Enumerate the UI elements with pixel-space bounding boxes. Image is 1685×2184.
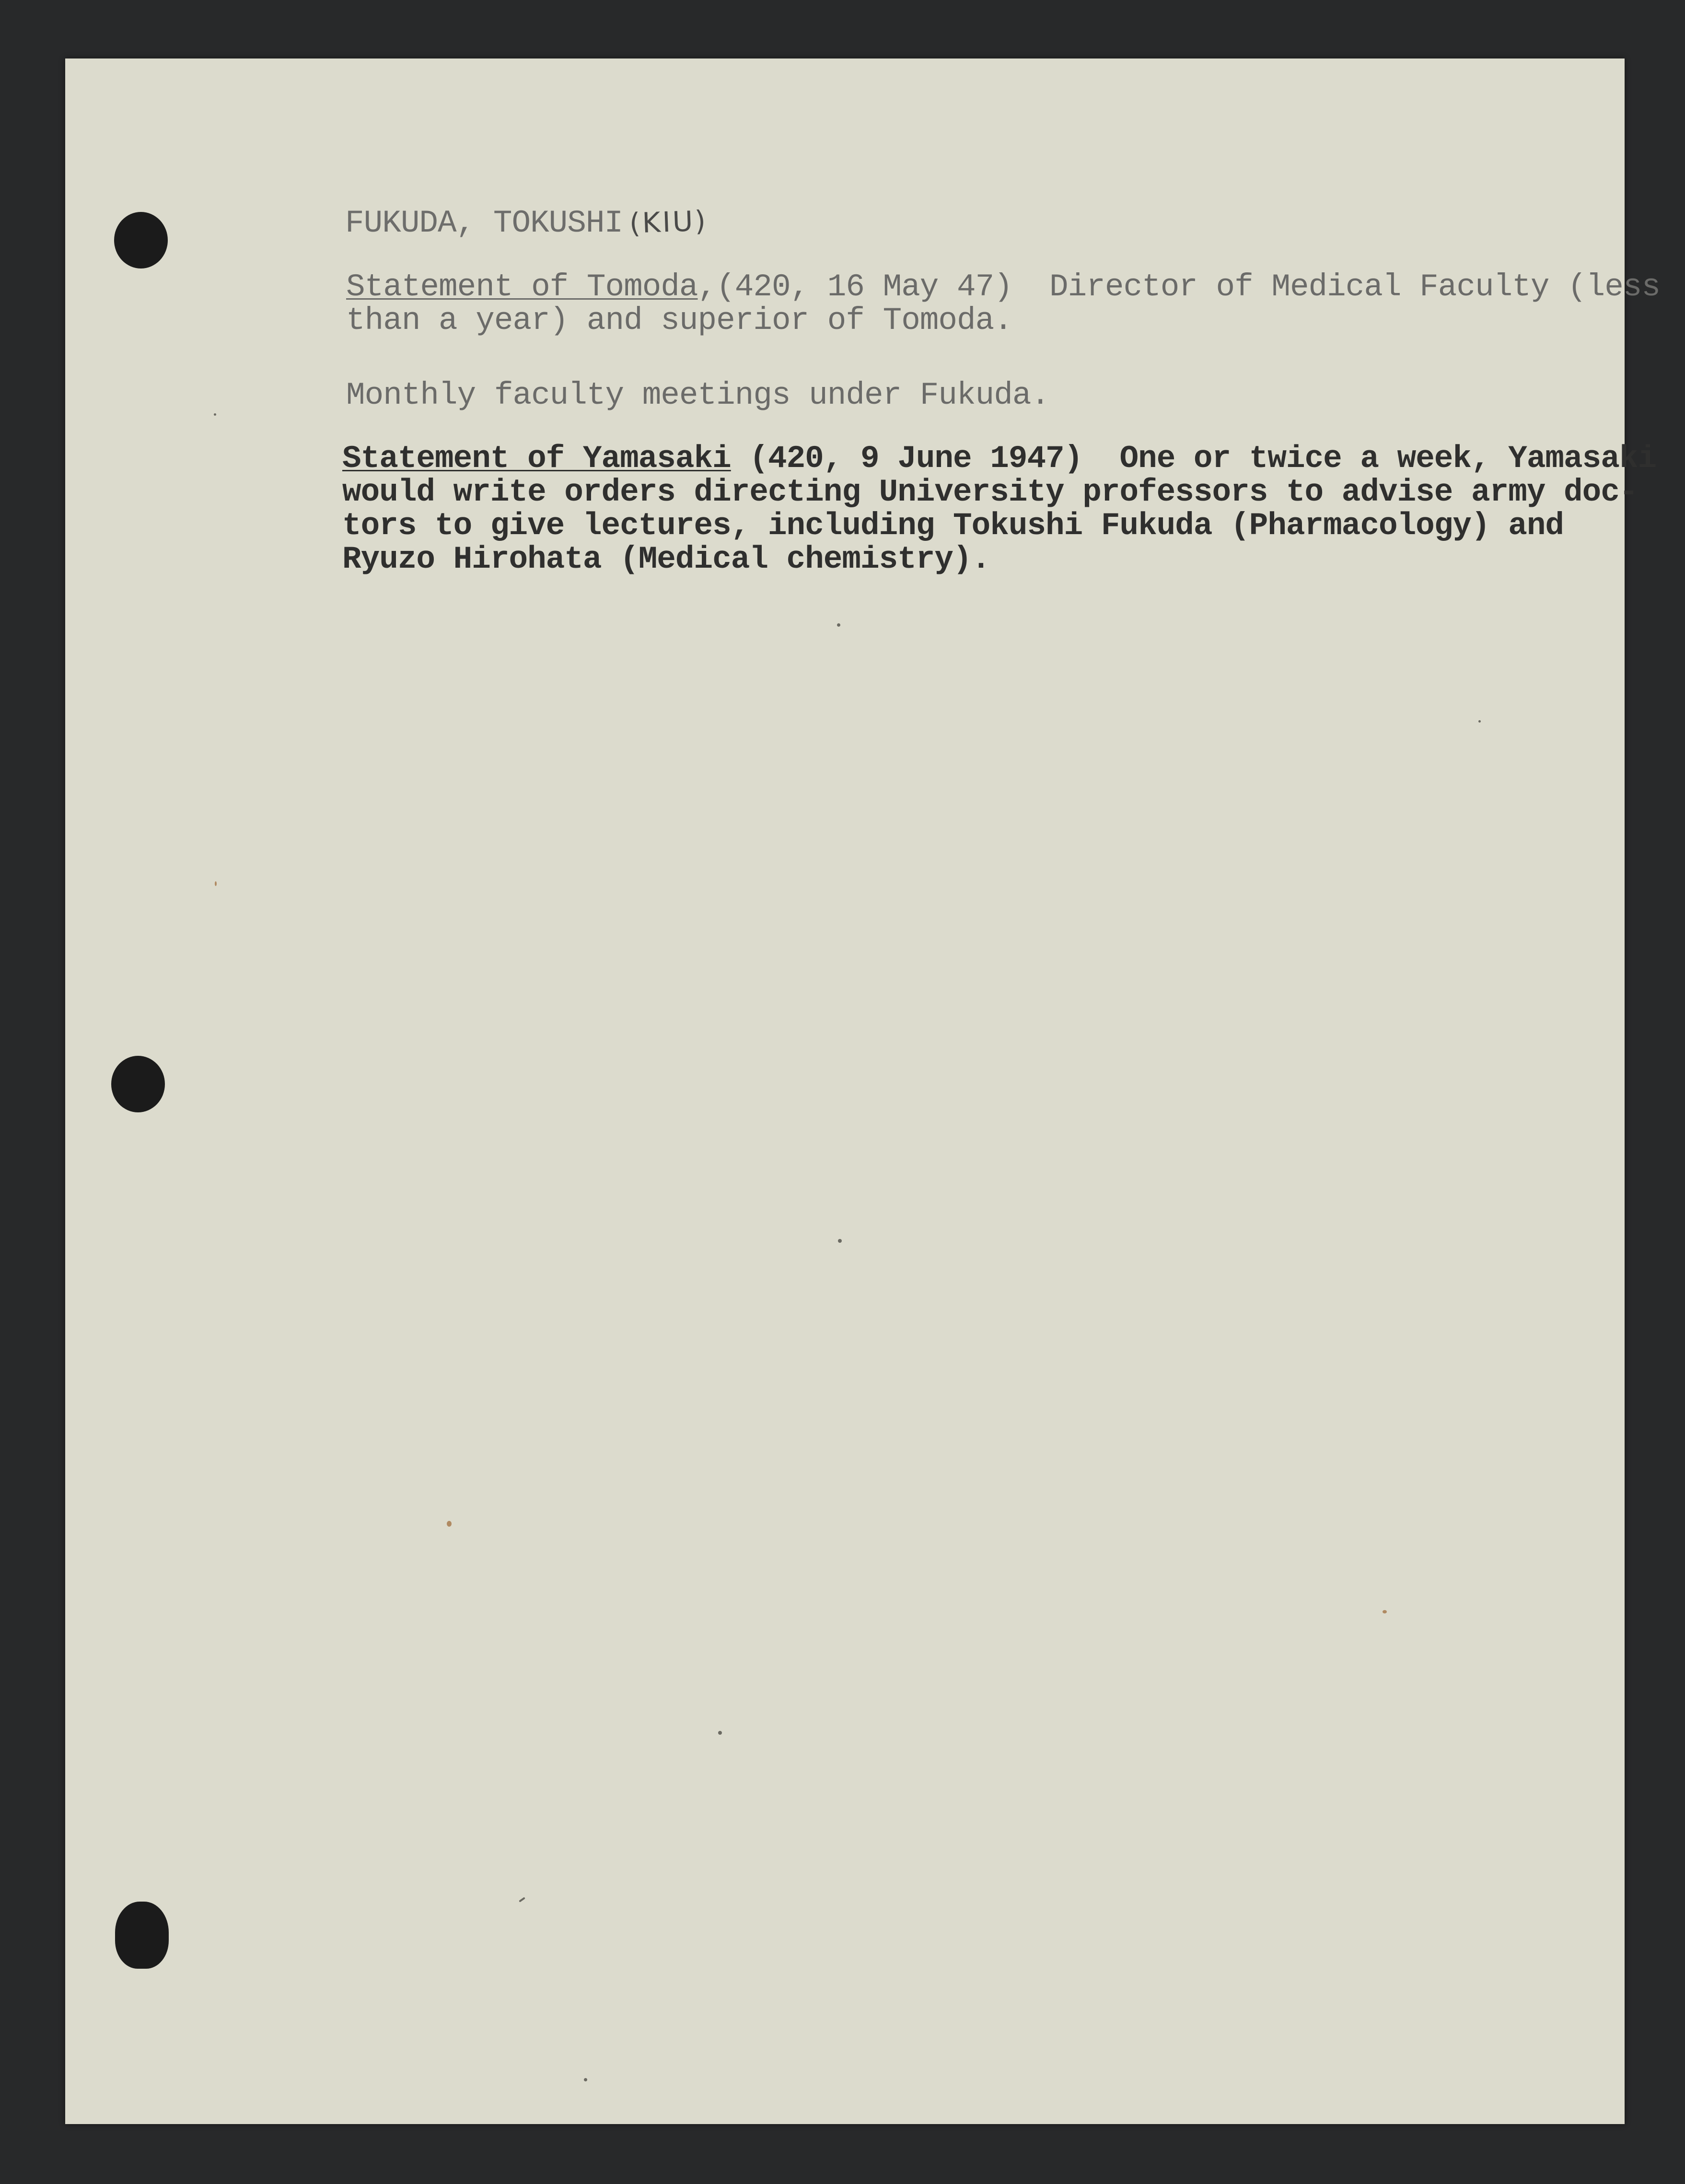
statement-tomoda-paragraph (346, 270, 1660, 338)
faculty-meetings-line-1: Monthly faculty meetings under Fukuda. (346, 377, 1050, 413)
statement-yamasaki-line-3: tors to give lectures, including Tokushi Fukuda (Pharmacology) and (342, 508, 1564, 544)
statement-yamasaki-line-4: Ryuzo Hirohata (Medical chemistry). (342, 541, 990, 577)
statement-yamasaki-line-1: (420, 9 June 1947) One or twice a week, Yamasaki (731, 441, 1657, 477)
paper-speck (718, 1731, 722, 1735)
subject-name: FUKUDA, TOKUSHI (345, 205, 623, 241)
paper-speck (1383, 1610, 1387, 1613)
faculty-meetings-paragraph (346, 379, 1049, 412)
paper-speck (214, 413, 216, 416)
statement-yamasaki-paragraph (342, 442, 1656, 576)
handwritten-annotation: (KIU) (628, 204, 709, 240)
statement-yamasaki-line-2: would write orders directing University professors to advise army doc- (342, 474, 1638, 510)
paper-speck (215, 881, 217, 886)
paper-speck (447, 1521, 452, 1527)
statement-tomoda-line-1: ,(420, 16 May 47) Director of Medical Faculty (less (697, 269, 1661, 305)
record-heading (345, 205, 708, 240)
paper-speck (838, 1239, 842, 1243)
paper-speck (519, 1897, 525, 1902)
punch-hole-middle (111, 1056, 165, 1112)
paper-speck (584, 2078, 587, 2081)
statement-tomoda-source: Statement of Tomoda (346, 269, 698, 305)
paper-speck (837, 623, 840, 627)
statement-yamasaki-source: Statement of Yamasaki (342, 441, 731, 477)
paper-speck (1478, 720, 1481, 723)
punch-hole-top (114, 212, 168, 269)
document-page (65, 58, 1661, 2124)
punch-hole-bottom (115, 1902, 169, 1969)
statement-tomoda-line-2: than a year) and superior of Tomoda. (346, 303, 1012, 339)
